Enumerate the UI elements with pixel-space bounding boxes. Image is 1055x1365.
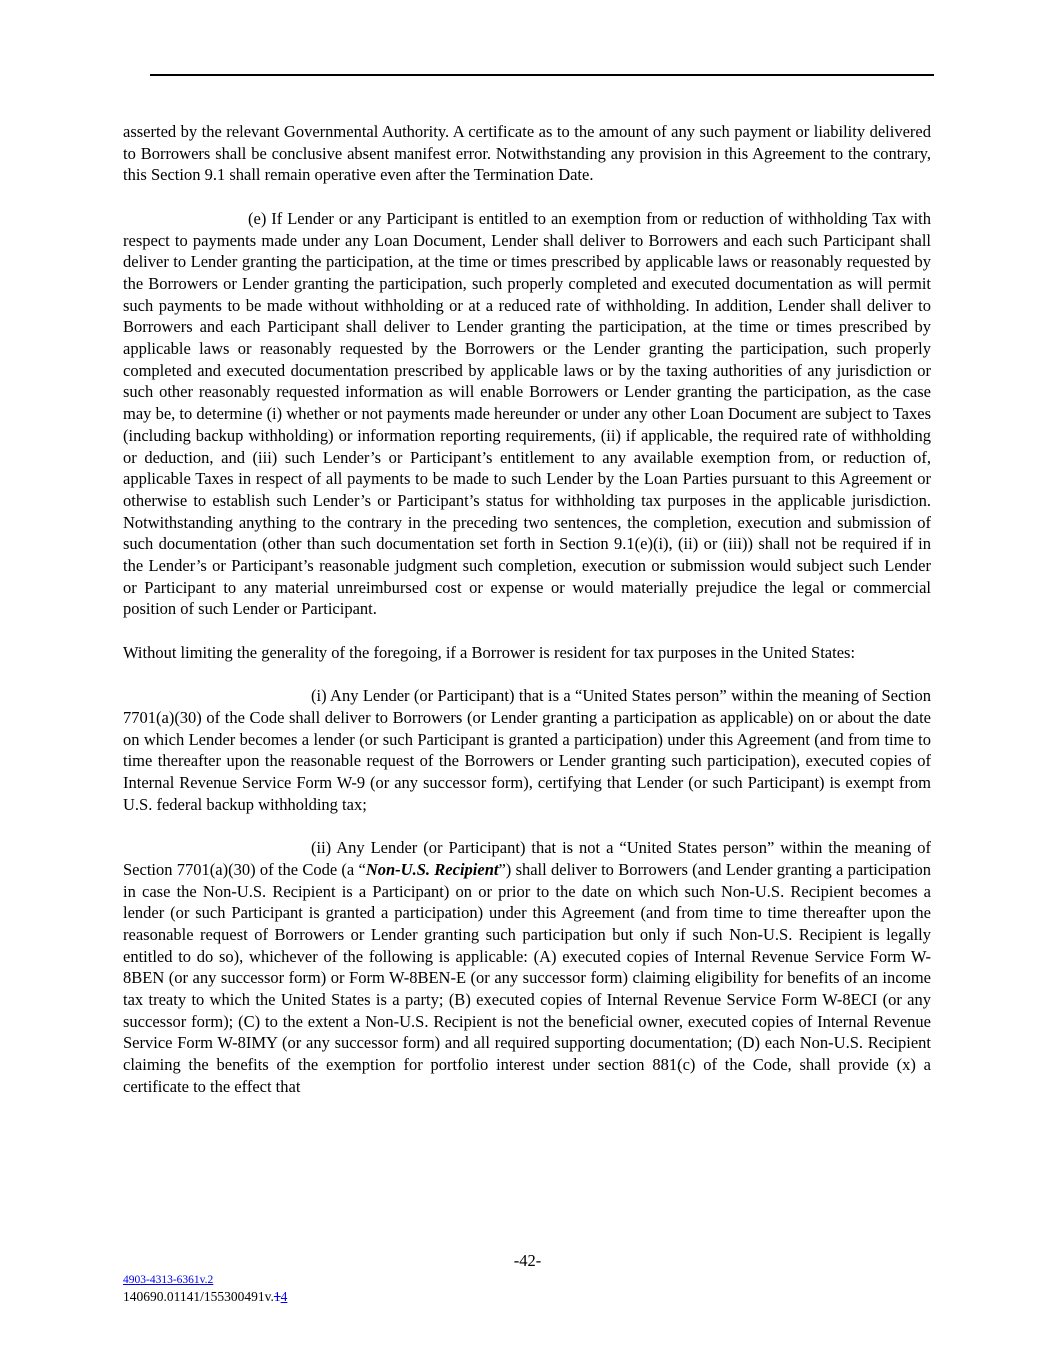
- paragraph-clause-i: (i) Any Lender (or Participant) that is a “United States person” within the meaning of Section 7701(a)(30) of the Code shall deliver to Borrowers (or Lender granting a participation as applicable) on or about the date on which Lender becomes a lender (or such Participant is granted a participation) under this Agreement (and from time to time thereafter upon the reasonable request of the Borrowers or Lender granting such participation), executed copies of Internal Revenue Service Form W-9 (or any successor form), certifying that Lender (or such Participant) is exempt from U.S. federal backup withholding tax;: [123, 686, 931, 814]
- paragraph-section-e: (e) If Lender or any Participant is entitled to an exemption from or reduction of withholding Tax with respect to payments made under any Loan Document, Lender shall deliver to Borrowers and each such Participant shall deliver to Lender granting the participation, at the time or times prescribed by applicable laws or reasonably requested by the Borrowers or Lender granting the participation, such properly completed and executed documentation as will permit such payments to be made without withholding or at a reduced rate of withholding. In addition, Lender shall deliver to Borrowers and each Participant shall deliver to Lender granting the participation, at the time or times prescribed by applicable laws or reasonably requested by the Borrowers or the Lender granting the participation, such properly completed and executed documentation prescribed by applicable laws or by the taxing authorities of any jurisdiction or such other reasonably requested information as will enable Borrowers or Lender granting the participation, as the case may be, to determine (i) whether or not payments made hereunder or under any other Loan Document are subject to Taxes (including backup withholding) or information reporting requirements, (ii) if applicable, the required rate of withholding or deduction, and (iii) such Lender’s or Participant’s entitlement to any available exemption from, or reduction of, applicable Taxes in respect of all payments to be made to such Lender by the Loan Parties pursuant to this Agreement or otherwise to establish such Lender’s or Participant’s status for withholding tax purposes in the applicable jurisdiction. Notwithstanding anything to the contrary in the preceding two sentences, the completion, execution and submission of such documentation (other than such documentation set forth in Section 9.1(e)(i), (ii) or (iii)) shall not be required if in the Lender’s or Participant’s reasonable judgment such completion, execution or submission would subject such Lender or Participant to any material unreimbursed cost or expense or would materially prejudice the legal or commercial position of such Lender or Participant.: [123, 208, 931, 619]
- matter-number-added-version: 4: [280, 1289, 288, 1304]
- header-rule: [150, 74, 934, 76]
- paragraph-asserted-by: asserted by the relevant Governmental Authority. A certificate as to the amount of any such payment or liability delivered to Borrowers shall be conclusive absent manifest error. Notwithstanding any provision in this Agreement to the contrary, this Section 9.1 shall remain operative even after the Termination Date.: [123, 122, 931, 185]
- matter-number-prefix: 140690.01141/155300491v.: [123, 1289, 274, 1304]
- clause-ii-text-before: (ii) Any Lender (or Participant) that is not a “United States person” within the meaning of Section 7701(a)(30) of the Code (a “: [123, 838, 931, 879]
- document-id-stamp: 4903-4313-6361v.2: [123, 1274, 214, 1286]
- paragraph-clause-ii: [123, 837, 931, 1097]
- paragraph-without-limiting: Without limiting the generality of the foregoing, if a Borrower is resident for tax purposes in the United States:: [123, 642, 856, 662]
- page-number: -42-: [513, 1251, 542, 1270]
- document-body: [123, 121, 931, 1119]
- defined-term-non-us-recipient: Non-U.S. Recipient: [365, 859, 499, 879]
- matter-number-stamp: [123, 1289, 287, 1305]
- matter-number-deleted-version: 1: [273, 1289, 281, 1304]
- clause-ii-text-after: ”) shall deliver to Borrowers (and Lender granting a participation in case the Non-U.S. Recipient is a Participant) on or prior to the date on which such Non-U.S. Recipient becomes a lender (or such Participant is granted a participation) under this Agreement (and from time to time thereafter upon the reasonable request of Borrowers or Lender granting such participation but only if such Non-U.S. Recipient is legally entitled to do so), whichever of the following is applicable: (A) executed copies of Internal Revenue Service Form W-8BEN (or any successor form) or Form W-8BEN-E (or any successor form) claiming eligibility for benefits of an income tax treaty to which the United States is a party; (B) executed copies of Internal Revenue Service Form W-8ECI (or any successor form); (C) to the extent a Non-U.S. Recipient is not the beneficial owner, executed copies of Internal Revenue Service Form W-8IMY (or any successor form) and all required supporting documentation; (D) each Non-U.S. Recipient claiming the benefits of the exemption for portfolio interest under section 881(c) of the Code, shall provide (x) a certificate to the effect that: [123, 859, 931, 1096]
